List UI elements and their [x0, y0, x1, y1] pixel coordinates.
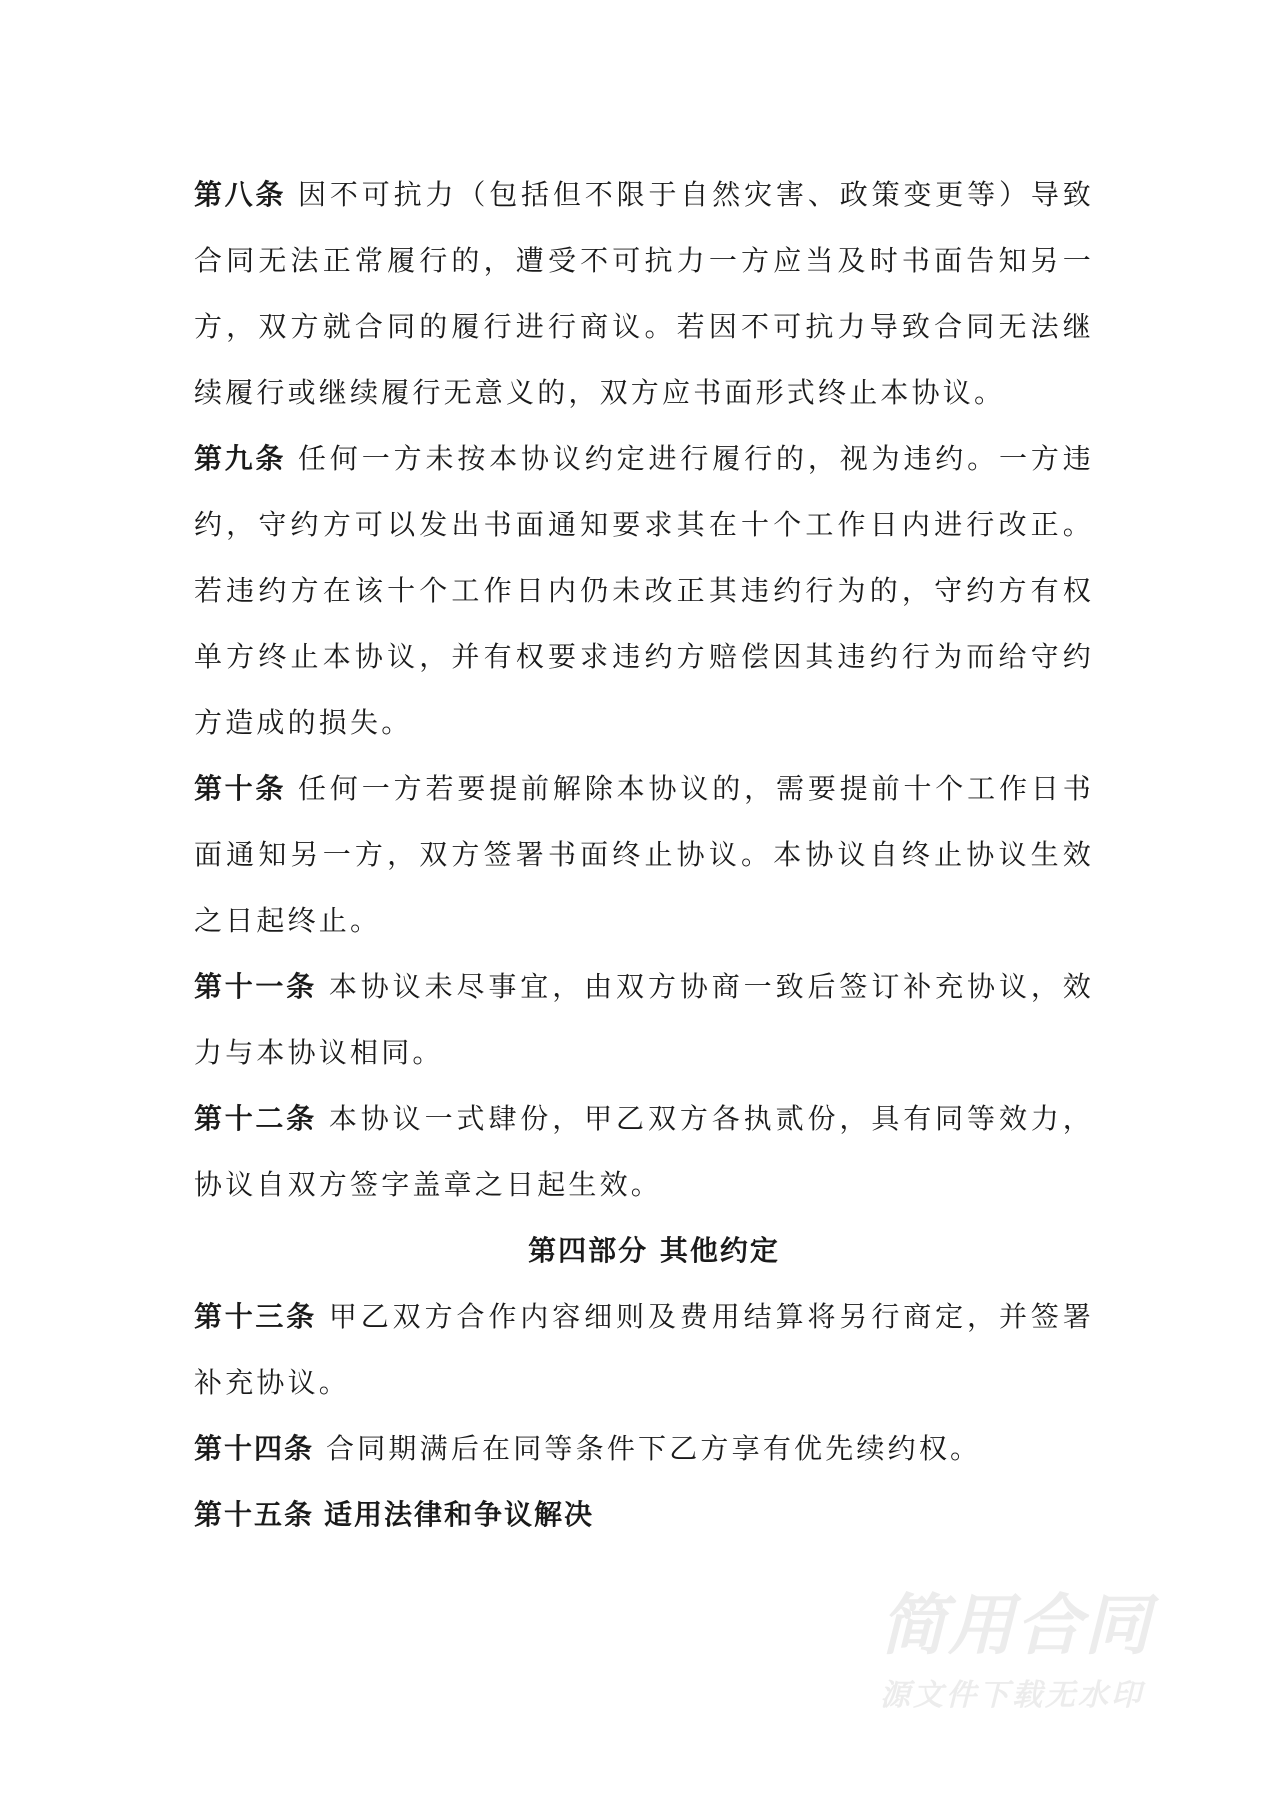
- watermark-brand: 简用合同: [880, 1587, 1152, 1664]
- article-label: 第十一条: [194, 970, 317, 1003]
- article-label: 第十四条: [194, 1432, 315, 1465]
- article-14: [194, 1416, 1094, 1482]
- article-text: 本协议一式肆份，甲乙双方各执贰份，具有同等效力，协议自双方签字盖章之日起生效。: [194, 1102, 1094, 1201]
- article-9: [194, 426, 1094, 756]
- article-8: [194, 162, 1094, 426]
- article-label: 第十三条: [194, 1300, 317, 1333]
- watermark-tagline: 源文件下载无水印: [880, 1678, 1144, 1713]
- article-label: 第十条: [194, 772, 286, 805]
- article-15-heading: [194, 1482, 1094, 1548]
- document-body: [194, 162, 1094, 1548]
- article-11: [194, 954, 1094, 1086]
- article-text: 任何一方未按本协议约定进行履行的，视为违约。一方违约，守约方可以发出书面通知要求其在十个工作日内进行改正。若违约方在该十个工作日内仍未改正其违约行为的，守约方有权单方终止本协议，并有权要求违约方赔偿因其违约行为而给守约方造成的损失。: [194, 442, 1094, 739]
- article-13: [194, 1284, 1094, 1416]
- watermark: [880, 1587, 1220, 1716]
- article-title: 适用法律和争议解决: [324, 1498, 595, 1531]
- article-text: 甲乙双方合作内容细则及费用结算将另行商定，并签署补充协议。: [194, 1300, 1094, 1399]
- article-text: 本协议未尽事宜，由双方协商一致后签订补充协议，效力与本协议相同。: [194, 970, 1094, 1069]
- article-text: 任何一方若要提前解除本协议的，需要提前十个工作日书面通知另一方，双方签署书面终止协议。本协议自终止协议生效之日起终止。: [194, 772, 1094, 937]
- article-text: 合同期满后在同等条件下乙方享有优先续约权。: [326, 1432, 982, 1465]
- section-heading: 第四部分 其他约定: [528, 1234, 780, 1267]
- article-label: 第十五条: [194, 1498, 315, 1531]
- article-12: [194, 1086, 1094, 1218]
- article-label: 第十二条: [194, 1102, 317, 1135]
- article-label: 第八条: [194, 178, 286, 211]
- article-10: [194, 756, 1094, 954]
- article-text: 因不可抗力（包括但不限于自然灾害、政策变更等）导致合同无法正常履行的，遭受不可抗力一方应当及时书面告知另一方，双方就合同的履行进行商议。若因不可抗力导致合同无法继续履行或继续履行无意义的，双方应书面形式终止本协议。: [194, 178, 1094, 409]
- article-label: 第九条: [194, 442, 286, 475]
